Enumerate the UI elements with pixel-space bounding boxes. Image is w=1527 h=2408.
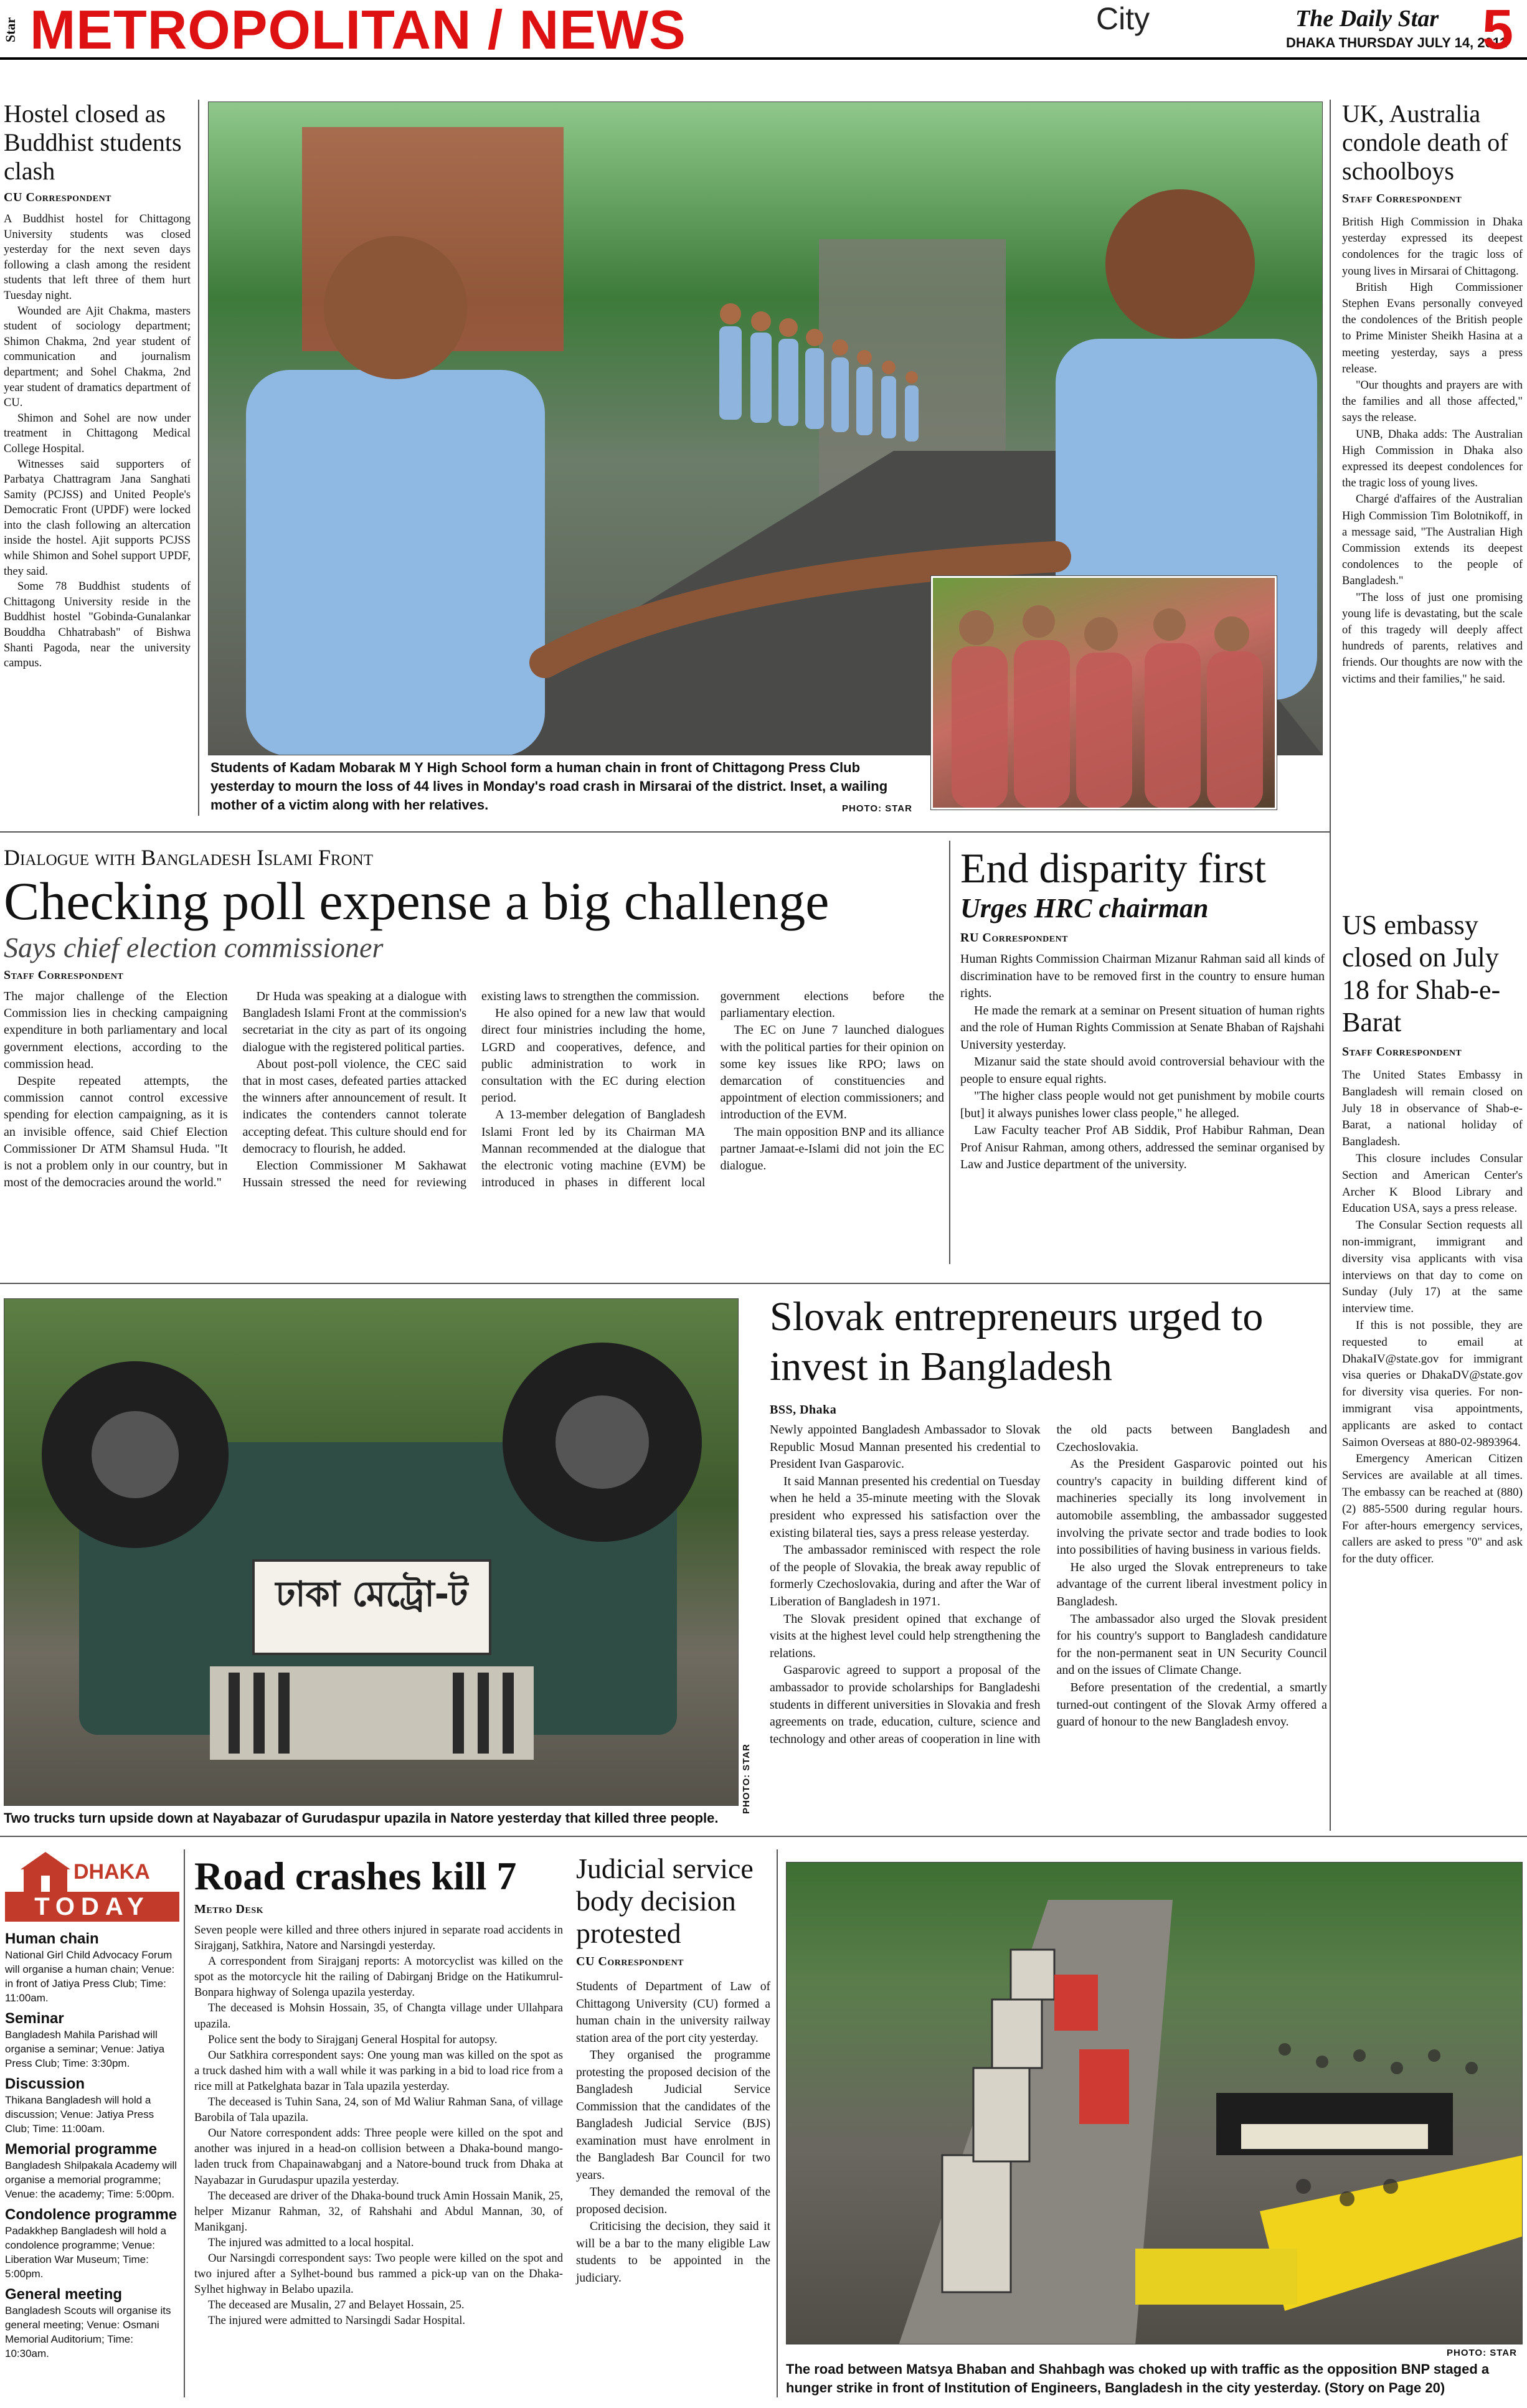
us-headline: US embassy closed on July 18 for Shab-e-Barat [1342, 910, 1501, 1037]
paragraph: About post-poll violence, the CEC said that in most cases, defeated parties attacked the winners after announcement of result. It indicates the contenders cannot tolerate accepting defeat. This culture should end for democracy to flourish, he added. [242, 1057, 466, 1156]
dhaka-today-title: DHAKA [73, 1860, 150, 1884]
paragraph: Chargé d'affaires of the Australian High Commission Tim Bolotnikoff, in a message said, "The Australian High Commission extends its deepest condolences to the people of Bangladesh." [1342, 493, 1523, 588]
paragraph: He made the remark at a seminar on Present situation of human rights and the role of Human Rights Commission at Senate Bhaban of Rajshahi University yesterday. [960, 1003, 1325, 1052]
row-rule [0, 1283, 1330, 1284]
event-details: National Girl Child Advocacy Forum will organise a human chain; Venue: in front of Jatiya Press Club; Time: 11:00am. [5, 1949, 175, 2004]
paragraph: The major challenge of the Election Commission lies in checking campaigning expenditure in both parliamentary and local government elections, according to the commission head. [4, 989, 228, 1071]
us-byline: Staff Correspondent [1342, 1045, 1462, 1059]
truck-illustration [4, 1299, 739, 1806]
paragraph: The main opposition BNP and its alliance partner Jamaat-e-Islami did not join the EC dialogue. [720, 1125, 944, 1173]
road-body [194, 1922, 563, 2328]
paragraph: Seven people were killed and three others injured in separate road accidents in Sirajganj, Satkhira, Natore and Narsingdi yesterday. [194, 1924, 563, 1953]
paragraph: The EC on June 7 launched dialogues with the political parties for their opinion on some key issues like RPO; laws on demarcation of constituencies and appointment of election commissioners; and introduction of the EVM. [720, 1023, 944, 1122]
column-rule [777, 1849, 778, 2397]
photo-credit: PHOTO: STAR [741, 1744, 752, 1814]
uk-headline: UK, Australia condole death of schoolboys [1342, 100, 1508, 185]
slovak-body [770, 1422, 1327, 1858]
event-details: Bangladesh Shilpakala Academy will organise a memorial programme; Venue: the academy; Time: 5:00pm. [5, 2160, 177, 2200]
judicial-headline: Judicial service body decision protested [576, 1853, 754, 1949]
section-title: METROPOLITAN / NEWS [30, 0, 686, 60]
human-chain-caption: Students of Kadam Mobarak M Y High School form a human chain in front of Chittagong Press Club yesterday to mourn the loss of 44 lives in Monday's road crash in Mirsarai of the district. Inset, a wailing mother of a victim along with her relatives. [210, 760, 888, 813]
paragraph: They organised the programme protesting the proposed decision of the Bangladesh Judicial Service Commission that the candidates of the Bangladesh Judicial Service (BJS) examination must have enrolment in the Bangladesh Bar Council for two years. [576, 2049, 770, 2182]
paper-name: The Daily Star [1295, 6, 1439, 32]
disparity-byline: RU Correspondent [960, 931, 1069, 945]
poll-story [4, 844, 944, 1262]
paragraph: The deceased is Tuhin Sana, 24, son of Md Waliur Rahman Sana, of village Barobila of Tala upazila. [194, 2095, 563, 2125]
poll-body [4, 988, 944, 1262]
road-byline: Metro Desk [194, 1902, 264, 1916]
paragraph: A Buddhist hostel for Chittagong University students was closed yesterday for the next seven days following a clash among the resident students that left three of them hurt Tuesday night. [4, 213, 191, 302]
dhaka-today-banner: TODAY [5, 1892, 179, 1922]
poll-headline: Checking poll expense a big challenge [4, 871, 830, 931]
paragraph: A 13-member delegation of Bangladesh Islami Front led by its Chairman MA Mannan recommended at the dialogue that the electronic voting machine (EVM) be introduced in phases in different local government elections before the parliamentary election. [481, 989, 944, 1190]
paragraph: Our Natore correspondent adds: Three people were killed on the spot and another was injured in a head-on collision between a Dhaka-bound mango-laden truck from Chapainawabganj and a Natore-bound truck from Dhaka at Nayabazar in Gurudaspur upazila yesterday. [194, 2127, 563, 2187]
road-crashes-story [194, 1853, 563, 2328]
photo-credit: PHOTO: STAR [842, 803, 912, 814]
paragraph: Human Rights Commission Chairman Mizanur Rahman said all kinds of discrimination have to be removed first in the country to ensure human rights. [960, 952, 1325, 1000]
dhaka-today-logo [5, 1851, 179, 1925]
judicial-body [576, 1978, 770, 2287]
disparity-story [960, 844, 1325, 1174]
paragraph: Some 78 Buddhist students of Chittagong University reside in the Buddhist hostel "Gobinda-Gunalankar Bouddha Chhatrabash" of Bishwa Shanti Pagoda, near the university campus. [4, 580, 191, 670]
column-rule [949, 841, 950, 1264]
paragraph: The Slovak president opined that exchange of visits at the highest level could help strengthening the relations. [770, 1612, 1041, 1660]
event-heading: General meeting [5, 2286, 123, 2303]
paragraph: The deceased is Mohsin Hossain, 35, of Changta village under Ullahpara upazila. [194, 2001, 563, 2031]
row-rule [0, 831, 1330, 833]
paragraph: He also urged the Slovak entrepreneurs to take advantage of the current liberal investment policy in Bangladesh. [1056, 1560, 1327, 1608]
paragraph: A correspondent from Sirajganj reports: A motorcyclist was killed on the spot as the motorcycle hit the railing of Dabirganj Bridge on the Hatikumrul-Bonpara highway of Solenga upazila yesterday. [194, 1955, 563, 2000]
hostel-headline: Hostel closed as Buddhist students clash [4, 100, 182, 185]
star-logo: Star [2, 17, 18, 43]
wailing-relatives-illustration [933, 578, 1277, 810]
paragraph: If this is not possible, they are requested to email at DhakaIV@state.gov for immigrant visa queries or DhakaDV@state.gov for diversity visa queries. For non-immigrant visa appointments, applicants are asked to contact Saimon Overseas at 880-02-9893964. [1342, 1318, 1523, 1449]
hostel-story [4, 100, 191, 671]
paragraph: The United States Embassy in Bangladesh will remain closed on July 18 in observance of Shab-e-Barat, a national holiday of Bangladesh. [1342, 1069, 1523, 1149]
license-plate: ঢাকা মেট্রো-ট [275, 1574, 468, 1615]
dateline: DHAKA THURSDAY JULY 14, 2011 [1286, 35, 1508, 50]
paragraph: The injured were admitted to Narsingdi Sadar Hospital. [208, 2314, 466, 2328]
traffic-illustration [787, 1863, 1523, 2344]
paragraph: Wounded are Ajit Chakma, masters student of sociology department; Shimon Chakma, 2nd year student of communication and journalism department; and Sohel Chakma, 2nd year student of dramatics department of CU. [4, 305, 191, 410]
paragraph: British High Commissioner Stephen Evans personally conveyed the condolences of the British people to Prime Minister Sheikh Hasina at a meeting yesterday, says a press release. [1342, 281, 1523, 375]
poll-subhead: Says chief election commissioner [4, 932, 384, 963]
paragraph: Election Commissioner M Sakhawat Hussain stressed the need for reviewing existing laws to strengthen the commission. [242, 989, 699, 1190]
paragraph: "The loss of just one promising young life is devastating, but the scale of this tragedy will deeply affect hundreds of parents, relatives and friends. Our thoughts are now with the victims and their families," he said. [1342, 591, 1523, 686]
column-rule [198, 100, 199, 816]
paragraph: He also opined for a new law that would direct four ministries including the home, LGRD and cooperatives, defence, and public administration to work in consultation with the EC during election period. [481, 1006, 706, 1105]
paragraph: Police sent the body to Sirajganj General Hospital for autopsy. [208, 2033, 498, 2046]
poll-kicker: Dialogue with Bangladesh Islami Front [4, 845, 373, 870]
paragraph: Shimon and Sohel are now under treatment in Chittagong Medical College Hospital. [4, 412, 191, 455]
event-heading: Human chain [5, 1930, 99, 1947]
slovak-story [770, 1292, 1327, 1858]
paragraph: Students of Department of Law of Chittagong University (CU) formed a human chain in the university railway station area of the port city yesterday. [576, 1980, 770, 2045]
paragraph: Our Satkhira correspondent says: One young man was killed on the spot as a truck dashed him with a wall while it was parking in a bid to load rice from a rice mill at Patkelghata bazar in Tala upazila yesterday. [194, 2048, 563, 2093]
paragraph: The Consular Section requests all non-immigrant, immigrant and diversity visa applicants with visa interviews on that day to come on Sunday (July 17) at the same interview time. [1342, 1219, 1523, 1316]
paragraph: Mizanur said the state should avoid controversial behaviour with the people to ensure equal rights. [960, 1055, 1325, 1086]
paragraph: Criticising the decision, they said it will be a bar to the many eligible Law students to be appointed in the judiciary. [576, 2220, 770, 2285]
paragraph: The deceased are Musalin, 27 and Belayet Hossain, 25. [208, 2298, 465, 2312]
disparity-headline: End disparity first [960, 844, 1267, 892]
truck-caption: Two trucks turn upside down at Nayabazar of Gurudaspur upazila in Natore yesterday that killed three people. [4, 1810, 719, 1826]
paragraph: "The higher class people would not get punishment by mobile courts [but] it always punishes lower class people," he alleged. [960, 1089, 1325, 1120]
paragraph: "Our thoughts and prayers are with the families and all those affected," says the release. [1342, 379, 1523, 425]
monument-icon [11, 1851, 80, 1894]
column-rule [184, 1849, 185, 2397]
column-rule [1330, 100, 1331, 1831]
paragraph: They demanded the removal of the proposed decision. [576, 2186, 770, 2216]
event-details: Thikana Bangladesh will hold a discussion; Venue: Jatiya Press Club; Time: 11:00am. [5, 2094, 154, 2135]
paragraph: Law Faculty teacher Prof AB Siddik, Prof Habibur Rahman, Dean Prof Anisur Rahman, among others, addressed the seminar organised by Law and Justice department of the university. [960, 1123, 1325, 1171]
hostel-byline: CU Correspondent [4, 191, 112, 204]
paragraph: The ambassador reminisced with respect the role of the people of Slovakia, the break away republic of formerly Czechoslovakia, during and after the War of Liberation of Bangladesh in 1971. [770, 1543, 1041, 1608]
uk-body [1342, 214, 1523, 687]
paragraph: This closure includes Consular Section and American Center's Archer K Blood Library and Education USA, says a press release. [1342, 1151, 1523, 1216]
event-heading: Memorial programme [5, 2141, 158, 2158]
paragraph: Emergency American Citizen Services are available at all times. The embassy can be reached at (880) (2) 885-5500 during regular hours. For after-hours emergency services, callers are asked to press "0" and ask for the duty officer. [1342, 1452, 1523, 1566]
judicial-story [576, 1853, 770, 2287]
traffic-caption: The road between Matsya Bhaban and Shahbagh was choked up with traffic as the opposition BNP staged a hunger strike in front of Institution of Engineers, Bangladesh in the city yesterday. (Story on Page 20) [786, 2361, 1490, 2396]
page-number: 5 [1482, 0, 1514, 61]
poll-byline: Staff Correspondent [4, 968, 124, 982]
paragraph: The ambassador also urged the Slovak president for his country's support to Bangladesh candidature for the non-permanent seat in UN Security Council and on the issues of Climate Change. [1056, 1612, 1327, 1678]
paragraph: Gasparovic agreed to support a proposal of the ambassador to provide scholarships for Bangladeshi students in different universities in Slovakia and fresh agreements on trade, education, culture, science and technology and other areas of cooperation in line with the old pacts between Bangladesh and Czechoslovakia. [770, 1423, 1327, 1746]
paragraph: Before presentation of the credential, a smartly turned-out contingent of the Slovak Army offered a guard of honour to the new Bangladesh envoy. [1056, 1680, 1327, 1729]
judicial-byline: CU Correspondent [576, 1955, 684, 1968]
paragraph: The injured was admitted to a local hospital. [208, 2236, 414, 2249]
slovak-headline: Slovak entrepreneurs urged to invest in Bangladesh [770, 1294, 1264, 1389]
paragraph: Our Narsingdi correspondent says: Two people were killed on the spot and two injured after a Sylhet-bound bus rammed a pick-up van on the Dhaka-Sylhet highway in Belabo upazila. [194, 2251, 563, 2297]
paragraph: The deceased are driver of the Dhaka-bound truck Amin Hossain Manik, 25, helper Mizanur Rahman, 32, of Rahshahi and Abdul Mannan, 30, of Manikganj. [194, 2189, 563, 2234]
event-details: Bangladesh Mahila Parishad will organise a seminar; Venue: Jatiya Press Club; Time: 3:30pm. [5, 2029, 165, 2069]
road-headline: Road crashes kill 7 [194, 1854, 517, 1898]
dhaka-today-box [5, 1851, 179, 2361]
us-body [1342, 1067, 1523, 1568]
masthead [0, 0, 1527, 60]
paragraph: Dr Huda was speaking at a dialogue with Bangladesh Islami Front at the commission's secretariat in the city as part of its ongoing dialogue with the registered political parties. [242, 989, 466, 1054]
paragraph: Despite repeated attempts, the commission cannot control excessive spending for election campaigning, as it is an invisible offence, said Chief Election Commissioner Dr ATM Shamsul Huda. "It is not a problem only in our country, but in most of the democracies around the world." [4, 1074, 228, 1190]
photo-credit: PHOTO: STAR [1447, 2348, 1517, 2358]
slovak-byline: BSS, Dhaka [770, 1403, 837, 1417]
event-heading: Condolence programme [5, 2206, 177, 2223]
paragraph: Witnesses said supporters of Parbatya Chattragram Jana Sanghati Samity (PCJSS) and United People's Democratic Front (UPDF) were locked into the clash following an altercation inside the hostel. Ajit supports PCJSS while Shimon and Sohel support UPDF, they said. [4, 458, 191, 578]
paragraph: It said Mannan presented his credential on Tuesday when he held a 35-minute meeting with the Slovak president who expressed his satisfaction over the existing bilateral ties, says a press release yesterday. [770, 1474, 1041, 1540]
overturned-truck-photo [4, 1298, 739, 1806]
uk-australia-story [1342, 100, 1523, 687]
paragraph: British High Commission in Dhaka yesterday expressed its deepest condolences for the tragic loss of young lives in Mirsarai of Chittagong. [1342, 216, 1523, 278]
event-list [5, 1930, 179, 2361]
traffic-jam-photo [786, 1862, 1523, 2344]
disparity-body [960, 951, 1325, 1174]
paragraph: Newly appointed Bangladesh Ambassador to Slovak Republic Mosud Mannan presented his credential to President Ivan Gasparovic. [770, 1423, 1041, 1471]
us-embassy-story [1342, 909, 1523, 1568]
section-label: City [1096, 1, 1150, 36]
disparity-subhead: Urges HRC chairman [960, 893, 1209, 923]
paragraph: UNB, Dhaka adds: The Australian High Commission in Dhaka also expressed its deepest condolences for the tragic loss of young lives. [1342, 428, 1523, 490]
event-heading: Discussion [5, 2075, 85, 2092]
uk-byline: Staff Correspondent [1342, 192, 1462, 205]
inset-mother-photo [931, 576, 1277, 810]
event-details: Padakkhep Bangladesh will hold a condolence programme; Venue: Liberation War Museum; Time: 5:00pm. [5, 2225, 166, 2280]
hostel-body [4, 212, 191, 671]
event-heading: Seminar [5, 2010, 64, 2027]
event-details: Bangladesh Scouts will organise its general meeting; Venue: Osmani Memorial Auditorium; Time: 10:30am. [5, 2305, 171, 2359]
paragraph: As the President Gasparovic pointed out his country's capacity in building different kind of machineries specially its long involvement in automobile assembling, the ambassador suggested involving the private sector and trade bodies to look into possibilities of having business in various fields. [1056, 1457, 1327, 1557]
